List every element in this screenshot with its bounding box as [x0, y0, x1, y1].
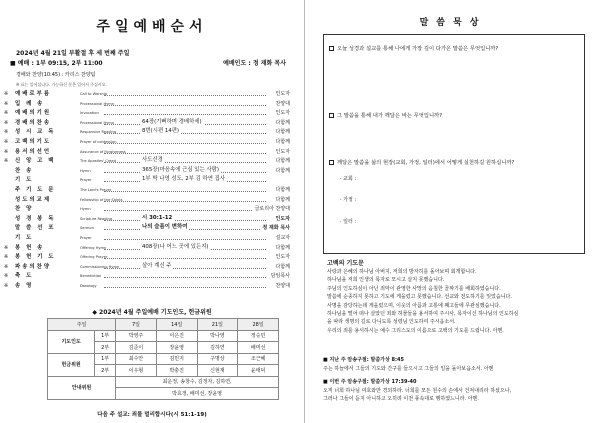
order-item-leader: 다함께 — [274, 119, 291, 129]
order-item-leader: 인도자 — [274, 215, 291, 225]
leader-dots — [104, 210, 266, 211]
verse-line: 그러나 그들이 듣지 아니하고 오히려 이전 풍속대로 행하였느니라. 아멘. — [323, 396, 479, 403]
duty-header-cell: 주일 — [48, 319, 116, 331]
order-row — [4, 224, 290, 234]
this-week-verse-head: ■ 이번 주 암송구절: 말씀가상 17:39-40 — [323, 379, 417, 385]
question-3 — [329, 158, 514, 166]
duty-header-cell: 7일 — [116, 319, 157, 331]
duty-part: 2부 — [95, 365, 116, 377]
order-item-leader: 다함께 — [274, 157, 291, 167]
duty-cell: 신현재 — [197, 365, 238, 377]
order-item-name: 송 영 — [15, 282, 34, 289]
stand-mark: ※ — [4, 119, 9, 126]
order-item-english: The Apostles' Creed — [80, 159, 116, 164]
order-item-content: 사도신경 — [140, 156, 165, 166]
duty-cell: 김민지 — [156, 353, 197, 365]
order-item-english: Hymn — [80, 207, 91, 212]
stand-mark: ※ — [4, 158, 9, 165]
order-item-leader: 다함께 — [274, 167, 291, 177]
duty-part: 1부 — [95, 330, 116, 342]
duty-cell: 이우형 — [116, 365, 157, 377]
confession-line: 하나님을 떨어 떠나 살았던 죄와 허물들을 용서하여 주시사, 목자이신 하나님의 인도하심 — [327, 311, 519, 318]
order-item-english: Benediction — [80, 274, 102, 279]
duty-header-cell: 28일 — [238, 319, 279, 331]
order-item-leader: 찬양대 — [274, 282, 291, 292]
guide-row — [48, 376, 279, 388]
last-week-verse-head: ■ 지난 주 암송구절: 말씀가상 8:45 — [323, 357, 404, 363]
answer-church: · 교회 : — [340, 176, 357, 182]
order-item-english: Invocation — [80, 111, 99, 116]
order-item-name: 고백의기도 — [15, 138, 52, 145]
duty-title: ◆ 2024년 4월 주일예배 기도인도, 헌금위원 — [92, 309, 212, 316]
checkbox-icon[interactable] — [329, 113, 334, 118]
duty-header-row — [48, 319, 279, 331]
order-item-content: 나의 슬픔이 변하여 — [140, 223, 189, 233]
guide-label: 안내위원 — [48, 376, 116, 399]
stand-mark: ※ — [4, 273, 9, 280]
leader-dots — [104, 201, 266, 202]
question-1-text: 오늘 성경과 설교를 통해 나에게 가장 깊이 다가온 말씀은 무엇입니까? — [337, 46, 499, 52]
order-item-english: Assurance of Forgiveness — [80, 149, 126, 154]
order-item-name: 기 도 — [15, 234, 34, 241]
this-week-verse — [323, 378, 593, 404]
order-item-name: 성 경 봉 독 — [15, 215, 56, 222]
order-item-leader: 인도자 — [274, 148, 291, 158]
order-item-english: Sermon — [80, 226, 94, 231]
order-item-english: Prayer of confession — [80, 139, 117, 144]
order-item-english: Prayer — [80, 178, 92, 183]
leader-dots — [104, 287, 266, 288]
order-row — [4, 176, 290, 186]
leader-dots — [104, 114, 266, 115]
order-item-content: 살아 계신 주 — [140, 262, 173, 272]
order-item-english: Prayer — [80, 235, 92, 240]
order-item-leader: 글로리아 찬양대 — [253, 205, 290, 215]
stand-mark: ※ — [4, 129, 9, 136]
order-item-name: 기 도 — [15, 177, 34, 184]
order-item-content: 365장(마음속에 근심 있는 사람) — [140, 166, 221, 176]
question-3-text: 깨달은 말씀을 삶의 현장(교회, 가정, 일터)에서 어떻게 실천하길 원하십니까? — [337, 160, 515, 166]
order-item-leader: 인도자 — [274, 90, 291, 100]
order-item-leader: 정 재화 목사 — [260, 224, 290, 234]
leader-dots — [104, 133, 266, 134]
order-item-english: Scripture Reading — [80, 216, 113, 221]
answer-work: · 일터 : — [340, 219, 357, 225]
duty-cell: 윤태덕 — [238, 365, 279, 377]
order-row — [4, 282, 290, 292]
order-list — [4, 90, 290, 291]
confession-line: 사명을 감당하는데 게을렀으며, 이웃의 아픔과 고통에 째고들에 무관심했습니다. — [327, 302, 501, 309]
order-item-content: 시 30:1-12 — [140, 214, 174, 224]
order-item-english: Commissioning Hymn — [80, 264, 120, 269]
order-item-name: 축 도 — [15, 273, 34, 280]
duty-cell: 장윤영 — [156, 342, 197, 354]
leader-dots — [104, 162, 266, 163]
order-item-leader: 인도자 — [274, 109, 291, 119]
order-item-name: 주 기 도 문 — [15, 186, 56, 193]
stand-mark: ※ — [4, 91, 9, 97]
confession-line: 주님의 인도하심이 아닌 죄악이 관영한 사망의 음침한 골짜기를 배회하였습니다. — [327, 285, 501, 292]
confession-line: 말씀에 순종하지 못하고 기도에 게을렀고 못했습니다. 선교와 전도하기를 잊었습니다. — [327, 294, 512, 301]
order-item-english: Fellowship of the Saints — [80, 197, 123, 202]
order-item-name: 신 앙 고 백 — [15, 158, 56, 165]
duty-group-label: 헌금위원 — [48, 353, 95, 376]
confession-line: 우리의 죄를 용서하시는 예수 그리스도의 이름으로 고백의 기도를 드립니다. 아멘. — [327, 327, 504, 334]
duty-header-cell: 14일 — [156, 319, 197, 331]
order-item-name: 찬 송 — [15, 167, 34, 174]
leader-dots — [104, 143, 266, 144]
question-2-text: 그 말씀을 통해 내가 깨달은 바는 무엇입니까? — [337, 113, 443, 119]
order-row — [4, 90, 290, 100]
order-item-english: Processional Hymn — [80, 101, 115, 106]
order-item-name: 예배로부름 — [15, 91, 52, 97]
order-item-leader: 다함께 — [274, 263, 291, 273]
leader-dots — [104, 258, 266, 259]
leader-dots — [104, 268, 266, 269]
service-time: ■ 예배 : 1부 09:15, 2부 11:00 — [10, 60, 103, 67]
meditation-page — [304, 0, 600, 423]
order-item-leader: 다함께 — [274, 196, 291, 206]
page-title: 주일예배순서 — [96, 19, 208, 35]
order-item-english: The Lord's Prayer — [80, 187, 112, 192]
checkbox-icon[interactable] — [329, 160, 334, 165]
order-item-name: 파송의찬양 — [15, 263, 52, 270]
duty-row — [48, 330, 279, 342]
order-item-english: Offering Hymn — [80, 245, 107, 250]
duty-part: 2부 — [95, 342, 116, 354]
stand-mark: ※ — [4, 244, 9, 251]
order-row — [4, 263, 290, 273]
order-item-english: Processional Hymn — [80, 120, 115, 125]
duty-cell: 이은진 — [156, 330, 197, 342]
order-item-leader: 다함께 — [274, 138, 291, 148]
order-item-name: 예배의기원 — [15, 110, 52, 117]
order-row — [4, 272, 290, 282]
stand-mark: ※ — [4, 148, 9, 155]
leader-dots — [104, 191, 266, 192]
duty-cell: 구명상 — [197, 353, 238, 365]
stand-mark: ※ — [4, 263, 9, 270]
order-row — [4, 196, 290, 206]
question-2 — [329, 111, 442, 119]
verse-line: 오직 너희 하나님 여호와만 경외하라. 너희를 모든 원수의 손에서 건져내리라 하셨으나, — [323, 387, 512, 394]
stand-mark: ※ — [4, 282, 9, 289]
last-week-verse-text: 주는 하늘에서 그들의 기도와 간구를 들으시고 그들의 일을 돌아보옵소서. 아멘 — [323, 365, 494, 372]
order-item-leader: 설교자 — [274, 234, 291, 244]
guide-names: 최운정, 송창수, 김정자, 김하연, — [116, 376, 279, 388]
service-leader: 예배인도 : 정 재화 목사 — [223, 60, 286, 67]
duty-cell: 박나영 — [197, 330, 238, 342]
order-item-english: Offering Prayer — [80, 255, 108, 260]
checkbox-icon[interactable] — [329, 46, 334, 51]
order-item-name: 성도의교제 — [15, 196, 52, 203]
duty-cell: 정승민 — [238, 330, 279, 342]
order-item-english: Call to Worship — [80, 92, 108, 96]
duty-cell: 최수안 — [116, 353, 157, 365]
confession-line: 을 따라 생명의 길로 다니도록 성령님 인도하여 주시옵소서. — [327, 319, 456, 326]
next-sermon: 다음 주 설교: 죄를 멀리합시다(시 51:1-19) — [97, 412, 207, 418]
confession-text — [327, 268, 589, 335]
leader-dots — [104, 95, 266, 96]
answer-home: · 가정 : — [340, 197, 357, 203]
question-box — [323, 34, 585, 254]
duty-cell: 배미선 — [238, 342, 279, 354]
order-item-english: Hymn — [80, 168, 91, 173]
order-row — [4, 186, 290, 196]
leader-dots — [104, 153, 266, 154]
date-line: 2024년 4월 21일 부활절 후 세 번째 주일 — [16, 50, 130, 57]
confession-line: 사랑과 은혜의 하나님 아버지, 저희의 방자히를 돌아보며 회개합니다. — [327, 269, 477, 275]
duty-group-label: 기도인도 — [48, 330, 95, 353]
order-item-content: 1부 박 나영 성도, 2부 김 하연 집사 — [140, 175, 227, 185]
order-item-leader: 찬양대 — [274, 100, 291, 110]
duty-cell: 박영주 — [116, 330, 157, 342]
duty-table — [47, 318, 279, 400]
meditation-title: 말씀묵상 — [419, 18, 487, 28]
order-item-content: 408장(나 어느 곳에 있든지) — [140, 243, 211, 253]
order-row — [4, 244, 290, 254]
duty-part: 1부 — [95, 353, 116, 365]
order-item-leader: 다함께 — [274, 186, 291, 196]
duty-header-cell: 21일 — [197, 319, 238, 331]
standing-note: ※ 표는 일어섭니다. 가능하신 분은 일어서 주십시오. — [16, 82, 107, 87]
order-item-name: 말 씀 선 포 — [15, 225, 56, 232]
order-item-leader: 담임목사 — [269, 272, 290, 282]
stand-mark: ※ — [4, 138, 9, 145]
question-1 — [329, 44, 498, 52]
order-item-english: Responsive Reading — [80, 130, 117, 135]
order-item-english: Doxology — [80, 283, 97, 288]
guide-names: 박효정, 배미선, 장윤영 — [116, 388, 279, 400]
order-item-name: 봉 헌 기 도 — [15, 254, 56, 261]
duty-cell: 조근혜 — [238, 353, 279, 365]
order-item-name: 찬 양 — [15, 206, 34, 213]
order-item-name: 경배의찬송 — [15, 119, 52, 126]
confession-line: 하나님을 저희 인생의 목자로 모시고 살지 못했습니다. — [327, 277, 445, 284]
order-row — [4, 100, 290, 110]
leader-dots — [104, 239, 266, 240]
order-item-name: 용서의선언 — [15, 148, 52, 155]
confession-title: 고백의 기도문 — [327, 260, 364, 267]
order-item-leader: 다함께 — [274, 244, 291, 254]
leader-dots — [104, 220, 266, 221]
order-item-name: 입 례 송 — [15, 100, 45, 107]
leader-dots — [104, 277, 266, 278]
order-row — [4, 138, 290, 148]
order-row — [4, 128, 290, 138]
duty-row — [48, 353, 279, 365]
leader-dots — [104, 105, 266, 106]
duty-cell: 김하연 — [197, 342, 238, 354]
order-item-content: 8번(시편 14편) — [140, 127, 181, 137]
order-item-leader: 다함께 — [274, 128, 291, 138]
stand-mark: ※ — [4, 110, 9, 117]
last-week-verse — [323, 356, 593, 373]
order-item-name: 봉 헌 송 — [15, 244, 45, 251]
stand-mark: ※ — [4, 254, 9, 261]
duty-cell: 김준이 — [116, 342, 157, 354]
praise-team: 경배와 찬양(10:45) : 카리스 찬양팀 — [16, 72, 96, 78]
this-week-verse-text — [323, 387, 593, 404]
order-item-leader: 인도자 — [274, 253, 291, 263]
duty-cell: 박충진 — [156, 365, 197, 377]
order-item-content: 64장(기뻐하며 경배하세) — [140, 118, 204, 128]
stand-mark: ※ — [4, 100, 9, 107]
order-item-name: 성 시 교 독 — [15, 129, 56, 136]
